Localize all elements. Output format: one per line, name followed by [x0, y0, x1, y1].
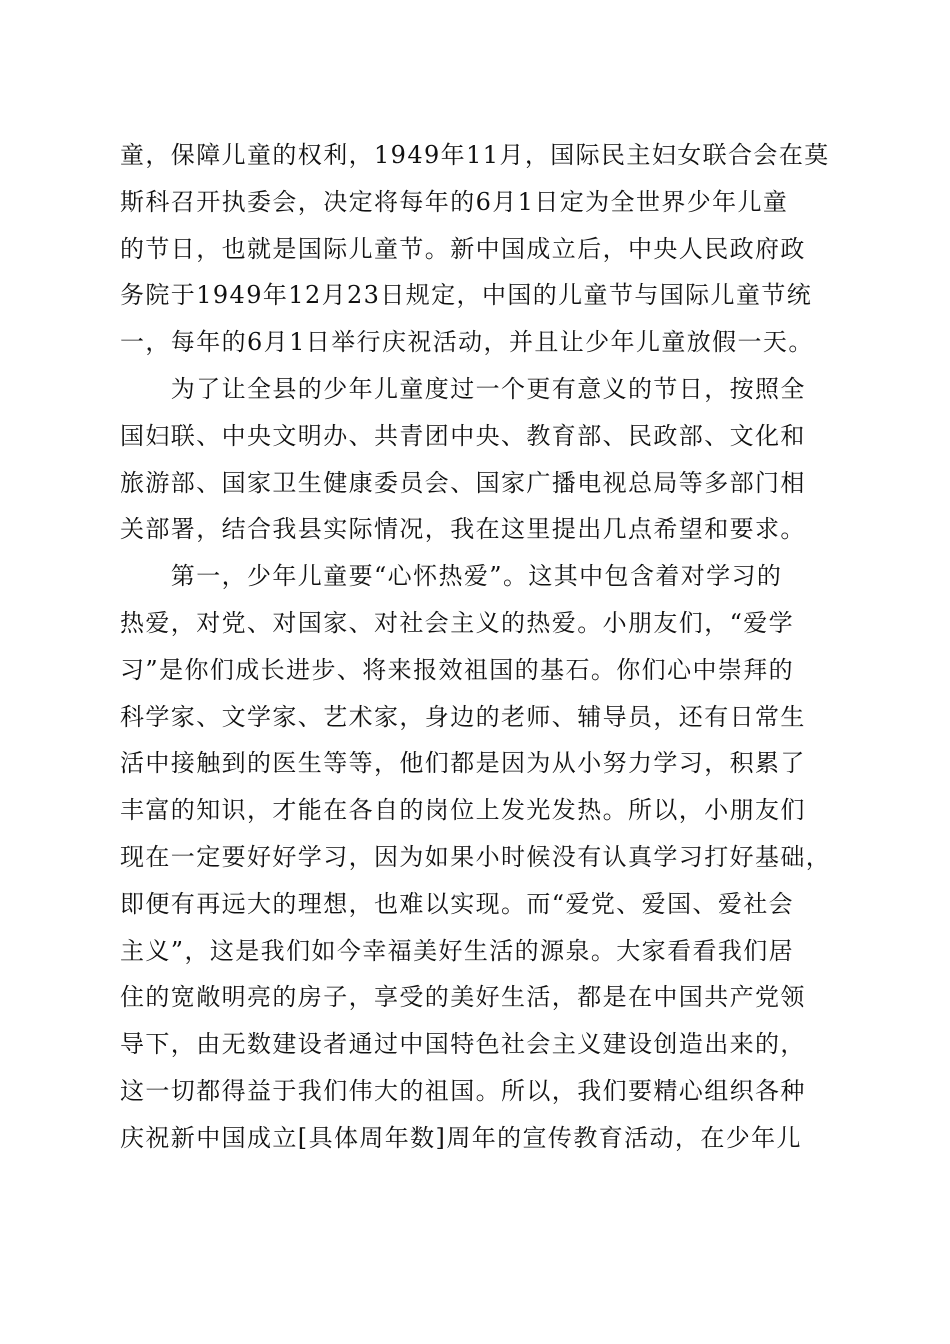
text-line: 第一，少年儿童要“心怀热爱”。这其中包含着对学习的 [120, 562, 783, 591]
text-line: 习”是你们成长进步、将来报效祖国的基石。你们心中崇拜的 [120, 655, 795, 684]
text-line: 庆祝新中国成立[具体周年数]周年的宣传教育活动，在少年儿 [120, 1123, 802, 1152]
text-line: 童，保障儿童的权利，1949年11月，国际民主妇女联合会在莫 [120, 141, 830, 169]
text-line: 导下，由无数建设者通过中国特色社会主义建设创造出来的， [120, 1030, 806, 1059]
text-line: 住的宽敞明亮的房子，享受的美好生活，都是在中国共产党领 [120, 983, 806, 1012]
body-text [120, 132, 835, 1162]
text-line: 这一切都得益于我们伟大的祖国。所以，我们要精心组织各种 [120, 1076, 806, 1105]
text-line: 现在一定要好好学习，因为如果小时候没有认真学习打好基础， [120, 842, 832, 871]
text-line: 一，每年的6月1日举行庆祝活动，并且让少年儿童放假一天。 [120, 328, 814, 357]
text-line: 旅游部、国家卫生健康委员会、国家广播电视总局等多部门相 [120, 468, 806, 497]
text-line: 主义”，这是我们如今幸福美好生活的源泉。大家看看我们居 [120, 936, 795, 965]
text-line: 的节日，也就是国际儿童节。新中国成立后，中央人民政府政 [120, 234, 806, 263]
text-line: 即便有再远大的理想，也难以实现。而“爱党、爱国、爱社会 [120, 889, 795, 918]
text-line: 务院于1949年12月23日规定，中国的儿童节与国际儿童节统 [120, 281, 813, 310]
text-line: 国妇联、中央文明办、共青团中央、教育部、民政部、文化和 [120, 421, 806, 450]
text-line: 为了让全县的少年儿童度过一个更有意义的节日，按照全 [120, 374, 806, 403]
text-line: 斯科召开执委会，决定将每年的6月1日定为全世界少年儿童 [120, 187, 789, 216]
text-line: 活中接触到的医生等等，他们都是因为从小努力学习，积累了 [120, 749, 806, 778]
text-line: 关部署，结合我县实际情况，我在这里提出几点希望和要求。 [120, 515, 806, 544]
text-line: 热爱，对党、对国家、对社会主义的热爱。小朋友们，“爱学 [120, 608, 795, 637]
text-line: 丰富的知识，才能在各自的岗位上发光发热。所以，小朋友们 [120, 796, 806, 825]
text-line: 科学家、文学家、艺术家，身边的老师、辅导员，还有日常生 [120, 702, 806, 731]
